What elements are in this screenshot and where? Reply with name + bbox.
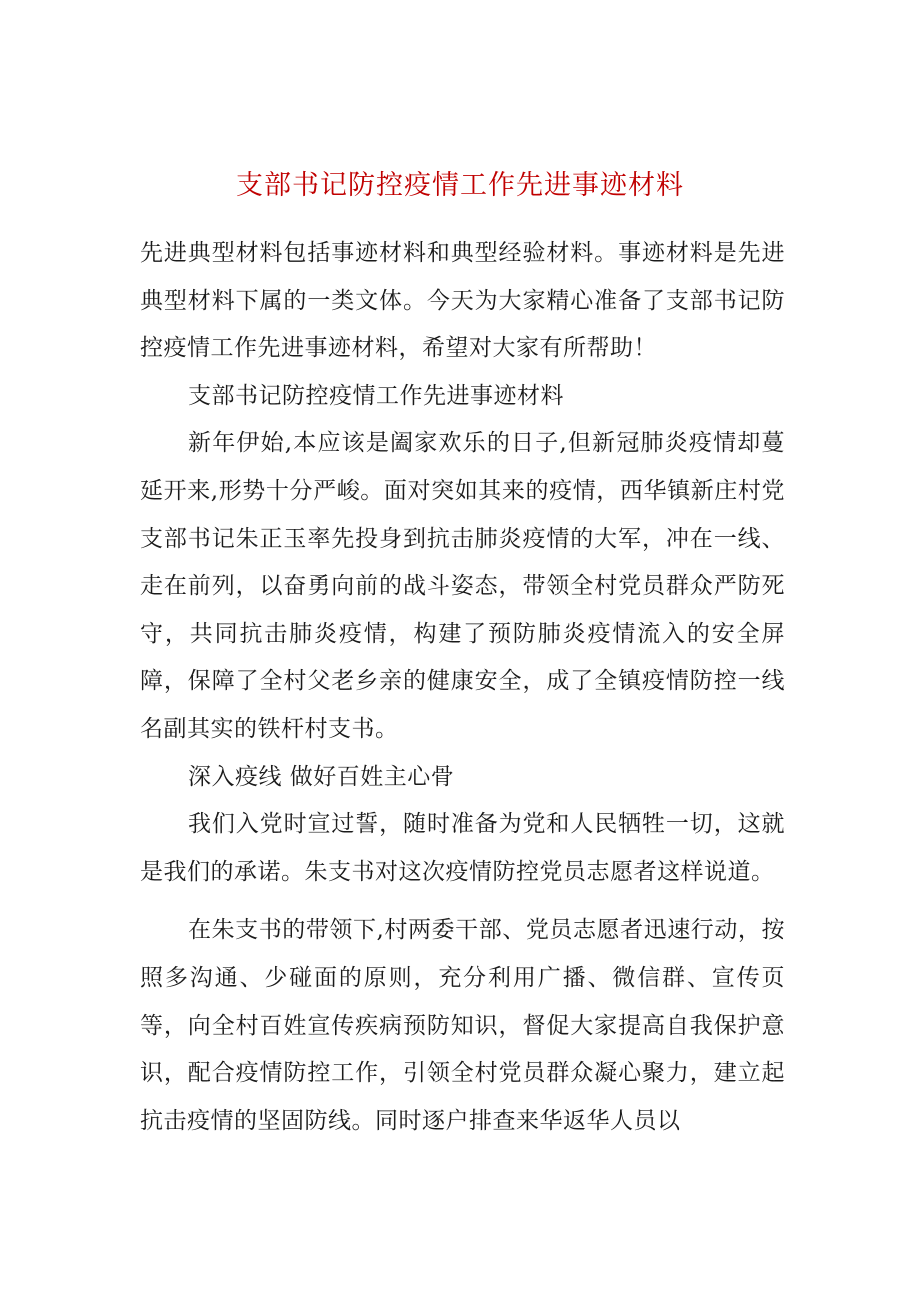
section-heading: 深入疫线 做好百姓主心骨 — [188, 763, 455, 790]
document-title: 支部书记防控疫情工作先进事迹材料 — [236, 170, 684, 201]
body-paragraph: 新年伊始,本应该是阖家欢乐的日子,但新冠肺炎疫情却蔓延开来,形势十分严峻。面对突如其来的疫情，西华镇新庄村党支部书记朱正玉率先投身到抗击肺炎疫情的大军，冲在一线、走在前列，以奋勇向前的战斗姿态，带领全村党员群众严防死守，共同抗击肺炎疫情，构建了预防肺炎疫情流入的安全屏障，保障了全村父老乡亲的健康安全，成了全镇疫情防控一线名副其实的铁杆村支书。 — [140, 430, 785, 742]
body-paragraph: 我们入党时宣过誓，随时准备为党和人民牺牲一切，这就是我们的承诺。朱支书对这次疫情防控党员志愿者这样说道。 — [140, 811, 785, 885]
section-heading: 支部书记防控疫情工作先进事迹材料 — [188, 382, 564, 409]
document-body — [140, 230, 785, 1145]
body-paragraph: 在朱支书的带领下,村两委干部、党员志愿者迅速行动，按照多沟通、少碰面的原则，充分利用广播、微信群、宣传页等，向全村百姓宣传疾病预防知识，督促大家提高自我保护意识，配合疫情防控工作，引领全村党员群众凝心聚力，建立起抗击疫情的坚固防线。同时逐户排查来华返华人员以 — [140, 917, 785, 1134]
intro-paragraph: 先进典型材料包括事迹材料和典型经验材料。事迹材料是先进典型材料下属的一类文体。今天为大家精心准备了支部书记防控疫情工作先进事迹材料，希望对大家有所帮助！ — [140, 240, 785, 362]
